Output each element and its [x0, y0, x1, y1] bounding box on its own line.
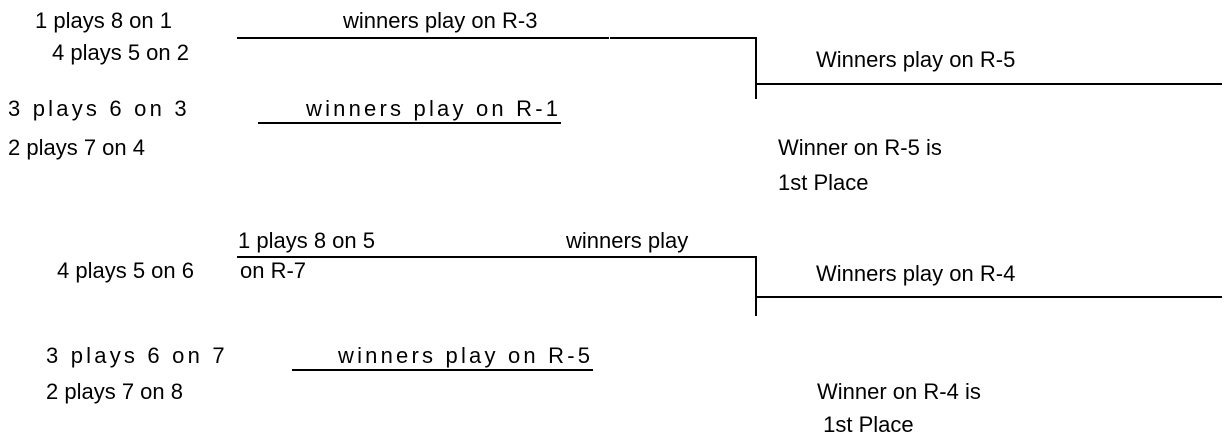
bottom-match-1: 1 plays 8 on 5 [238, 228, 375, 253]
top-match-1-note: winners play on R-3 [343, 8, 538, 33]
bottom-match-1-line [237, 256, 756, 258]
top-match-1-connector [610, 37, 756, 39]
top-result-line1: Winner on R-5 is [778, 135, 942, 160]
bottom-match-3: 3 plays 6 on 7 [46, 343, 228, 368]
bottom-result-line1: Winner on R-4 is [817, 379, 981, 404]
bottom-match-1-note: winners play [566, 228, 689, 253]
top-match-2: 4 plays 5 on 2 [52, 40, 189, 65]
bottom-result-line2: 1st Place [817, 412, 914, 437]
top-match-4: 2 plays 7 on 4 [8, 135, 145, 160]
top-bracket-vertical [755, 37, 757, 99]
top-match-3-note: winners play on R-1 [258, 96, 561, 124]
bottom-match-4: 2 plays 7 on 8 [46, 379, 183, 404]
top-match-3: 3 plays 6 on 3 [8, 96, 190, 121]
bottom-bracket-vertical [755, 256, 757, 316]
top-final-line [756, 83, 1222, 85]
bottom-final-label: Winners play on R-4 [816, 261, 1016, 286]
bottom-final-line [756, 296, 1222, 298]
top-match-1: 1 plays 8 on 1 [35, 8, 172, 33]
bottom-match-2-note: on R-7 [240, 258, 307, 283]
bottom-match-2: 4 plays 5 on 6 [57, 258, 194, 283]
bottom-match-3-note: winners play on R-5 [292, 343, 593, 371]
top-match-1-line [237, 37, 609, 39]
top-final-label: Winners play on R-5 [816, 47, 1016, 72]
top-result-line2: 1st Place [778, 170, 869, 195]
